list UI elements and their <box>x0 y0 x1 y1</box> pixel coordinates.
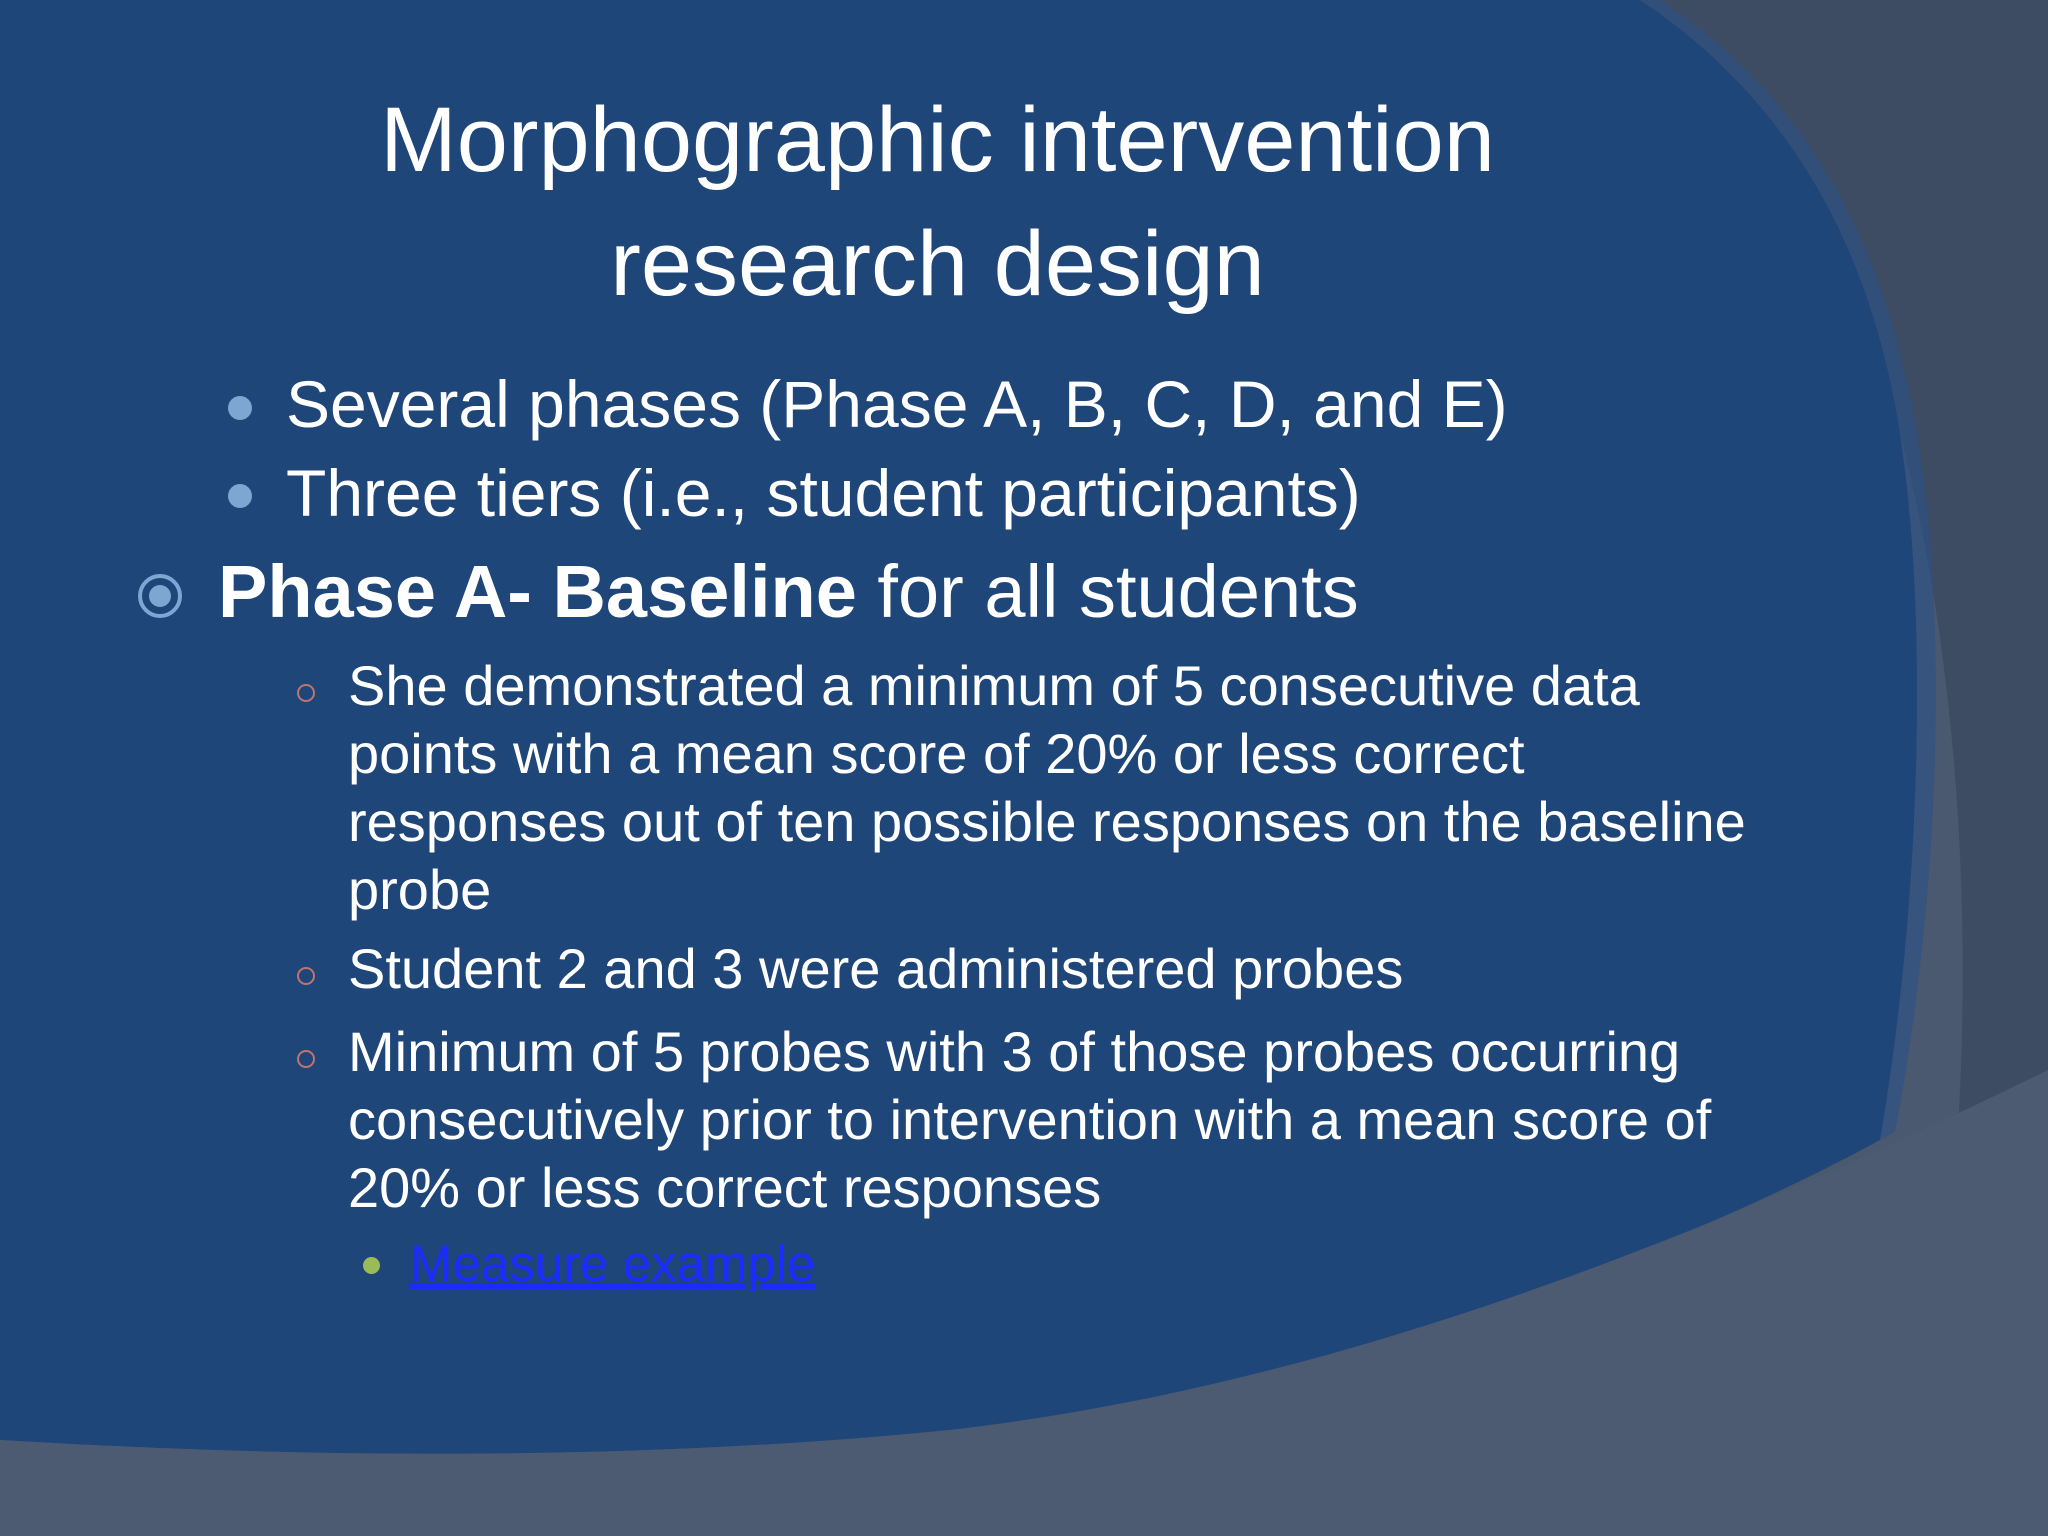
ring-bullet-icon <box>297 967 315 985</box>
phase-a-rest: for all students <box>856 550 1359 633</box>
sub-bullet-probes: Student 2 and 3 were administered probes <box>348 937 1404 1000</box>
phase-a-label: Phase A- Baseline <box>218 550 857 633</box>
bullet-dot-icon <box>228 484 252 508</box>
phase-a-heading <box>218 550 1359 634</box>
slide-title-line-1: Morphographic intervention <box>380 89 1495 191</box>
slide-title <box>260 78 1615 326</box>
sub-bullet-minimum: Minimum of 5 probes with 3 of those probes occurring consecutively prior to intervention with a mean score of 20% or less correct responses <box>348 1020 1712 1219</box>
target-bullet-icon <box>136 572 184 620</box>
bullet-phases: Several phases (Phase A, B, C, D, and E) <box>286 367 1508 441</box>
slide-title-line-2: research design <box>610 213 1265 315</box>
bullet-dot-icon <box>228 396 252 420</box>
sub-bullet-baseline: She demonstrated a minimum of 5 consecutive data points with a mean score of 20% or less correct responses out of ten possible responses on the baseline probe <box>348 654 1746 921</box>
measure-example-link[interactable]: Measure example <box>410 1235 816 1292</box>
ring-bullet-icon <box>297 1050 315 1068</box>
ring-bullet-icon <box>297 684 315 702</box>
bullet-tiers: Three tiers (i.e., student participants) <box>286 456 1361 530</box>
green-dot-icon <box>363 1257 380 1274</box>
